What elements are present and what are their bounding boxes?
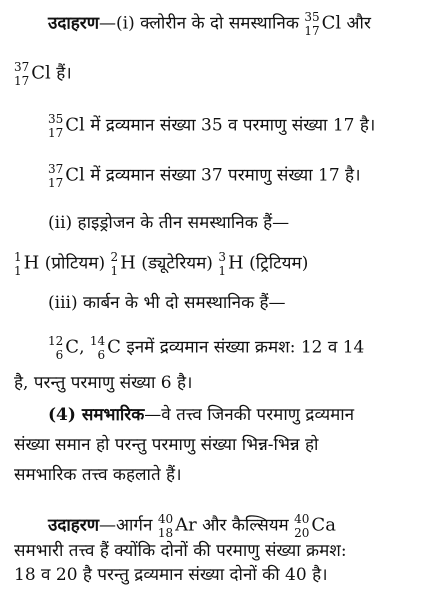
mass-number: 1 bbox=[14, 250, 22, 264]
isotope-name: (प्रोटियम) bbox=[44, 253, 106, 274]
isotope-line-2 bbox=[14, 60, 72, 88]
example-text: (i) क्लोरीन के दो समस्थानिक bbox=[116, 13, 299, 34]
example-2-line-2 bbox=[14, 540, 347, 562]
isotope-ca40 bbox=[294, 512, 336, 540]
line-text: (ii) हाइड्रोजन के तीन समस्थानिक हैं— bbox=[48, 213, 290, 233]
isotope-h1 bbox=[14, 250, 39, 278]
element-symbol: Cl bbox=[65, 164, 85, 186]
line-text: और कैल्सियम bbox=[202, 515, 289, 536]
example-label: उदाहरण bbox=[48, 13, 100, 34]
mass-number: 3 bbox=[218, 250, 226, 264]
isobars-line-3 bbox=[14, 464, 182, 486]
mass-number: 37 bbox=[14, 60, 30, 74]
isotope-h3 bbox=[218, 250, 243, 278]
isotope-cl35 bbox=[48, 112, 85, 140]
isotope-cl37 bbox=[48, 162, 85, 190]
atomic-number: 20 bbox=[294, 526, 310, 540]
mass-number: 14 bbox=[89, 334, 106, 348]
atomic-number: 1 bbox=[218, 264, 226, 278]
line-text: समभारिक तत्त्व कहलाते हैं। bbox=[14, 465, 182, 485]
element-symbol: Ar bbox=[175, 514, 197, 536]
hydrogen-heading bbox=[48, 212, 289, 234]
atomic-number: 6 bbox=[97, 348, 106, 362]
line-text: (iii) कार्बन के भी दो समस्थानिक हैं— bbox=[48, 293, 286, 313]
isotope-name: (ट्रिटियम) bbox=[249, 253, 309, 274]
isobars-line-2 bbox=[14, 434, 318, 456]
atomic-number: 1 bbox=[14, 264, 22, 278]
element-symbol: Ca bbox=[311, 514, 336, 536]
line-text: संख्या समान हो परन्तु परमाणु संख्या भिन्न-भिन्न हो bbox=[14, 435, 319, 455]
element-symbol: Cl bbox=[321, 12, 342, 34]
element-symbol: H bbox=[23, 252, 40, 274]
line-text: इनमें द्रव्यमान संख्या क्रमश: 12 व 14 bbox=[126, 337, 365, 358]
isotope-cl35 bbox=[304, 10, 341, 38]
atomic-number: 17 bbox=[48, 126, 64, 140]
atomic-number: 6 bbox=[55, 348, 64, 362]
isotope-c14 bbox=[90, 334, 121, 362]
isotope-c12 bbox=[48, 334, 79, 362]
element-symbol: H bbox=[120, 252, 136, 274]
element-symbol: C bbox=[107, 336, 121, 358]
element-symbol: Cl bbox=[65, 114, 85, 136]
mass-number: 40 bbox=[157, 512, 174, 526]
line-text: है, परन्तु परमाणु संख्या 6 है। bbox=[14, 373, 193, 393]
atomic-number: 17 bbox=[14, 74, 30, 88]
line-text: —वे तत्त्व जिनकी परमाणु द्रव्यमान bbox=[144, 405, 355, 425]
line-text: —आर्गन bbox=[99, 515, 153, 536]
chlorine-35-line bbox=[48, 112, 375, 140]
isotope-ar40 bbox=[158, 512, 197, 540]
mass-number: 37 bbox=[48, 162, 64, 176]
atomic-number: 17 bbox=[48, 176, 64, 190]
example-1-line bbox=[48, 10, 371, 38]
conjunction-and: और bbox=[346, 13, 371, 34]
element-symbol: C bbox=[65, 336, 80, 358]
section-4-label: (4) समभारिक bbox=[48, 405, 145, 425]
chlorine-37-line bbox=[48, 162, 361, 190]
isotope-name: (ड्यूटेरियम) bbox=[141, 253, 213, 274]
example-2-line bbox=[48, 512, 336, 540]
carbon-atomic-line bbox=[14, 372, 192, 394]
line-text: हैं। bbox=[56, 63, 72, 84]
atomic-number: 1 bbox=[110, 264, 119, 278]
atomic-number: 18 bbox=[157, 526, 174, 540]
dash: — bbox=[99, 13, 117, 34]
isotope-cl37 bbox=[14, 60, 51, 88]
element-symbol: H bbox=[228, 252, 244, 274]
carbon-heading bbox=[48, 292, 286, 314]
line-text: में द्रव्यमान संख्या 35 व परमाणु संख्या 17 है। bbox=[90, 115, 376, 136]
carbon-isotopes-line bbox=[48, 334, 364, 362]
example-2-line-3 bbox=[14, 564, 328, 586]
line-text: में द्रव्यमान संख्या 37 परमाणु संख्या 17 है। bbox=[90, 165, 361, 186]
mass-number: 12 bbox=[48, 334, 64, 348]
mass-number: 35 bbox=[304, 10, 320, 24]
line-text: समभारी तत्त्व हैं क्योंकि दोनों की परमाणु संख्या क्रमश: bbox=[14, 541, 347, 561]
comma: , bbox=[79, 337, 85, 358]
example-label: उदाहरण bbox=[48, 515, 100, 536]
mass-number: 35 bbox=[48, 112, 64, 126]
line-text: 18 व 20 है परन्तु द्रव्यमान संख्या दोनों की 40 है। bbox=[14, 565, 328, 585]
atomic-number: 17 bbox=[304, 24, 320, 38]
element-symbol: Cl bbox=[31, 62, 51, 84]
mass-number: 40 bbox=[294, 512, 310, 526]
mass-number: 2 bbox=[110, 250, 119, 264]
isobars-heading-line bbox=[48, 404, 354, 426]
hydrogen-isotopes-line bbox=[14, 250, 308, 278]
isotope-h2 bbox=[111, 250, 136, 278]
